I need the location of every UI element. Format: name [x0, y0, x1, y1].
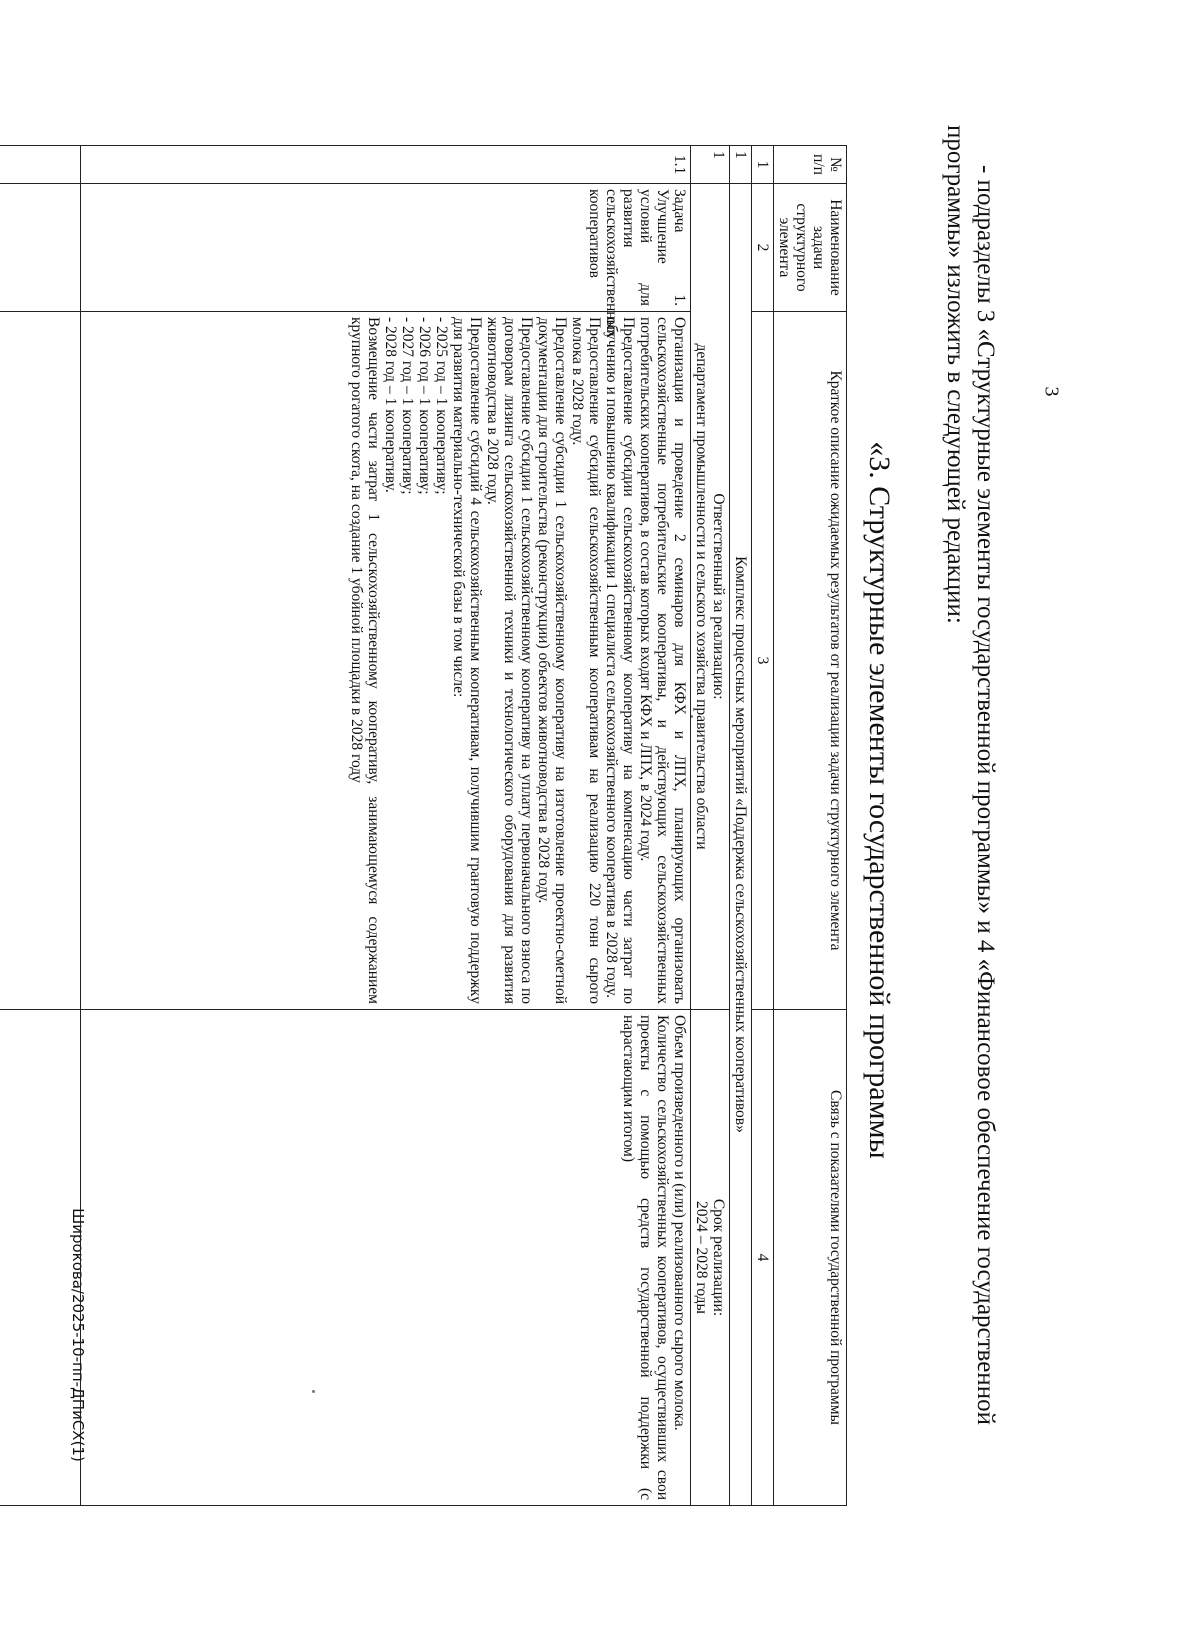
footer-code-text: Широкова/2025-10-пп-ДПиСХ(1)	[69, 1208, 87, 1462]
empty-cell	[0, 146, 81, 184]
task-name: Задача 1. Улучшение условий для развития сельскохозяйственных кооперативов	[81, 184, 691, 312]
indicators-cell	[81, 1010, 691, 1506]
responsible-row	[691, 146, 730, 1506]
result-item: Возмещение части затрат 1 сельскохозяйственному кооперативу, занимающемуся содержанием крупного рогатого скота, на создание 1 убойной площадки в 2028 году	[348, 317, 382, 1004]
rotated-document	[45, 105, 1000, 1525]
empty-cell	[0, 184, 81, 312]
responsible-value: департамент промышленности и сельского хозяйства правительства области	[693, 343, 710, 850]
result-item: - 2026 год – 1 кооперативу;	[416, 317, 433, 495]
indicator-item: Объем произведенного и (или) реализованного сырого молока.	[671, 1015, 688, 1431]
term-value: 2024 – 2028 годы	[693, 1201, 710, 1314]
term-cell	[691, 1010, 730, 1506]
header-task-name: Наименование задачи структурного элемента	[774, 184, 847, 312]
empty-cell	[0, 1010, 81, 1506]
result-item: - 2025 год – 1 кооперативу;	[433, 317, 450, 495]
result-item: Предоставление субсидии 1 сельскохозяйственному кооперативу на изготовление проектно-сметной документации для строительства (реконструкции) объектов животноводства в 2028 году.	[535, 317, 569, 1004]
row-num: 1	[691, 146, 730, 184]
col-number: 2	[752, 184, 774, 312]
header-results: Краткое описание ожидаемых результатов от реализации задачи структурного элемента	[774, 312, 847, 1010]
intro-paragraph: - подразделы 3 «Структурные элементы государственной программы» и 4 «Финансовое обеспечение государственной программы» изложить в следующей редакции:	[942, 125, 999, 1425]
task-row	[81, 146, 691, 1506]
responsible-label: Ответственный за реализацию:	[710, 493, 727, 700]
header-indicators: Связь с показателями государственной программы	[774, 1010, 847, 1506]
result-item: Предоставление субсидии 1 сельскохозяйственному кооперативу на уплату первоначального взноса по договорам лизинга сельскохозяйственной техники и технологического оборудования для развития животноводства в 2028 году.	[484, 317, 535, 1004]
task-num: 1.1	[81, 146, 691, 184]
empty-row	[0, 146, 81, 1506]
complex-title: Комплекс процессных мероприятий «Поддержка сельскохозяйственных кооперативов»	[730, 184, 752, 1506]
section-title: «3. Структурные элементы государственной программы	[863, 441, 896, 1159]
term-label: Срок реализации:	[710, 1198, 727, 1317]
col-number: 1	[752, 146, 774, 184]
result-item: Предоставление субсидий 4 сельскохозяйственным кооперативам, получившим грантовую поддержку для развития материально-технической базы в том числе:	[450, 317, 484, 1004]
result-item: Предоставление субсидий сельскохозяйственным кооперативам на реализацию 220 тонн сырого молока в 2028 году.	[569, 317, 603, 1004]
result-item: Предоставление субсидии сельскохозяйственному кооперативу на компенсацию части затрат по обучению и повышению квалификации 1 специалиста сельскохозяйственного кооператива в 2028 году.	[603, 317, 637, 1004]
table-header-row	[774, 146, 847, 1506]
result-item: Организация и проведение 2 семинаров для КФХ и ЛПХ, планирующих организовать сельскохозяйственные потребительские кооперативы, и действующих сельскохозяйственных потребительских кооперативов, в состав которых входят КФХ и ЛПХ, в 2024 году.	[637, 317, 688, 1004]
col-number: 3	[752, 312, 774, 1010]
empty-cell	[0, 312, 81, 1010]
col-number: 4	[752, 1010, 774, 1506]
responsible-cell	[691, 184, 730, 1010]
indicator-item: Количество сельскохозяйственных кооперативов, осуществивших свои проекты с помощью средств государственной поддержки (с нарастающим итогом)	[620, 1015, 671, 1500]
result-item: - 2027 год – 1 кооперативу;	[399, 317, 416, 495]
complex-row	[730, 146, 752, 1506]
column-number-row	[752, 146, 774, 1506]
page-number: 3	[1040, 386, 1063, 397]
row-num: 1	[730, 146, 752, 184]
result-item: - 2028 год – 1 кооперативу.	[382, 317, 399, 493]
structural-elements-table	[0, 145, 847, 1506]
header-num: № п/п	[774, 146, 847, 184]
results-cell	[81, 312, 691, 1010]
